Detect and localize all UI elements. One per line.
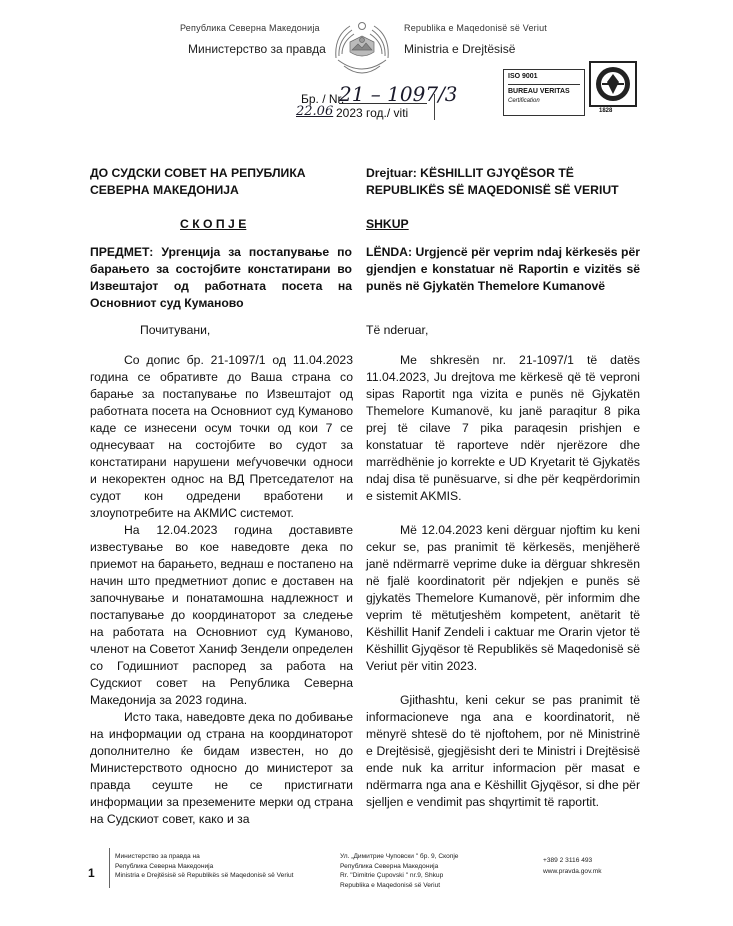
cert-iso-text: ISO 9001 <box>508 73 538 80</box>
paragraph-1-mk: Со допис бр. 21-1097/1 од 11.04.2023 година се обративте до Ваша страна со барање за постапување по Извештајот од работната посета на Основниот суд Куманово каде се изнесени осум точки од кои 7 се однесуваат на состојбите во судот за констатирани нарушени меѓучовечки односи и некоректен однос на ВД Претседателот на судот кон одредени вработени и злоупотребите на АКМИС системот. <box>90 353 353 520</box>
paragraph-2-al: Më 12.04.2023 keni dërguar njoftim ku keni cekur se, pas pranimit të kërkesës, menjëherë janë ndërmarrë veprime duke ia dërguar shkresën në fjalë koordinatorit për ndjekjen e punës së gjykatës Themelore Kumanovë, për informim dhe veprim të mëtutjeshëm kompetent, anëtarit të Këshillit Hanif Zendeli i caktuar me Orarin vjetor të Këshillit Gjyqësor të Republikës së Maqedonisë së Veriut për vitin 2023. <box>366 523 640 673</box>
recipient-mk: ДО СУДСКИ СОВЕТ НА РЕПУБЛИКА СЕВЕРНА МАКЕДОНИЈА <box>90 166 306 197</box>
paragraph-2-mk: На 12.04.2023 година доставивте известување во кое наведовте дека по приемот на барањето, веднаш е постапено на начин што предметниот допис е доставен на започнување и понатамошна надлежност и постапување до координаторот за следење на работата на Основниот суд Куманово, членот на Советот Ханиф Зендели определен со Годишниот распоред за работа на Судскиот совет на Република Северна Македонија за 2023 година. <box>90 523 353 707</box>
reference-date-handwritten: 22.06 <box>296 104 334 119</box>
city-mk: С К О П Ј Е <box>180 217 247 231</box>
body-al <box>366 352 640 811</box>
reference-number-handwritten: 21 – 1097/3 <box>339 82 458 106</box>
footer-phone: +389 2 3116 493 <box>543 857 593 864</box>
body-mk <box>90 352 353 828</box>
reference-number-label: Бр. / Nr. <box>301 92 345 106</box>
coat-of-arms-emblem <box>330 16 394 82</box>
reference-date-suffix: 2023 год./ viti <box>336 106 409 120</box>
page-number: 1 <box>88 866 95 880</box>
subject-al: LËNDA: Urgjencë për veprim ndaj kërkesës për gjendjen e konstatuar në Raportin e vizitës së punës në Gjykatën Themelore Kumanovë <box>366 245 640 293</box>
header-country-al: Republika e Maqedonisë së Veriut <box>404 23 547 33</box>
cert-year: 1828 <box>599 108 613 114</box>
header-ministry-mk: Министерство за правда <box>188 42 326 56</box>
subject-mk: ПРЕДМЕТ: Ургенција за постапување по барањето за состојбите констатирани во Извештајот од работната посета на Основниот суд Куманово <box>90 245 352 310</box>
cert-bv-text: BUREAU VERITAS <box>508 88 570 95</box>
city-al: SHKUP <box>366 217 409 231</box>
footer-address-block: Ул. „Димитрие Чуповски " бр. 9, Скопје Република Северна Македонија Rr. "Dimitrie Çupovski " nr.9, Shkup Republika e Maqedonisë së Veriut <box>340 853 459 889</box>
greeting-al: Të nderuar, <box>366 323 429 337</box>
cert-label-text: Certification <box>508 98 540 104</box>
iso-cert-box <box>503 69 585 116</box>
paragraph-3-mk: Исто така, наведовте дека по добивање на информации од страна на координаторот дополнително ќе бидам известен, но до Министерството односно до министерот за правда сеуште не се пристигнати информации за преземените мерки од страна на Судскиот совет, како и за <box>90 710 353 826</box>
recipient-al: Drejtuar: KËSHILLIT GJYQËSOR TË REPUBLIKËS SË MAQEDONISË SË VERIUT <box>366 166 619 197</box>
header-country-mk: Република Северна Македонија <box>180 23 320 33</box>
paragraph-3-al: Gjithashtu, keni cekur se pas pranimit të informacioneve nga ana e koordinatorit, në mënyrë shtesë do të njoftohem, por në Ministrinë e Drejtësisë, gjegjësisht deri te Ministri i Drejtësisë ende nuk ka arritur informacion për masat e ndërmarra nga ana e Këshillit Gjyqësor, si dhe për sjelljen e vendimit pas shqyrtimit të raportit. <box>366 693 640 809</box>
greeting-mk: Почитувани, <box>140 323 211 337</box>
footer-website[interactable]: www.pravda.gov.mk <box>543 868 602 875</box>
header-ministry-al: Ministria e Drejtësisë <box>404 42 516 56</box>
paragraph-1-al: Me shkresën nr. 21-1097/1 të datës 11.04.2023, Ju drejtova me kërkesë që të vepronі sipas Raportit nga vizita e punës në Gjykatën Themelore Kumanovë, ku janë paraqitur 8 pika prej të cilave 7 pika paraqesin prishjen e konstatuar të raporteve ndër njerëzore dhe marrëdhënie jo korrekte e UD Kryetarit të Gjykatës ndaj disa të punësuarve, si dhe për keqpërdorimin e sistemit AKMIS. <box>366 353 640 503</box>
bureau-veritas-logo <box>588 60 638 118</box>
footer-ministry-block: Министерство за правда на Република Северна Македонија Ministria e Drejtësisë së Republikës së Maqedonisë së Veriut <box>115 853 294 879</box>
